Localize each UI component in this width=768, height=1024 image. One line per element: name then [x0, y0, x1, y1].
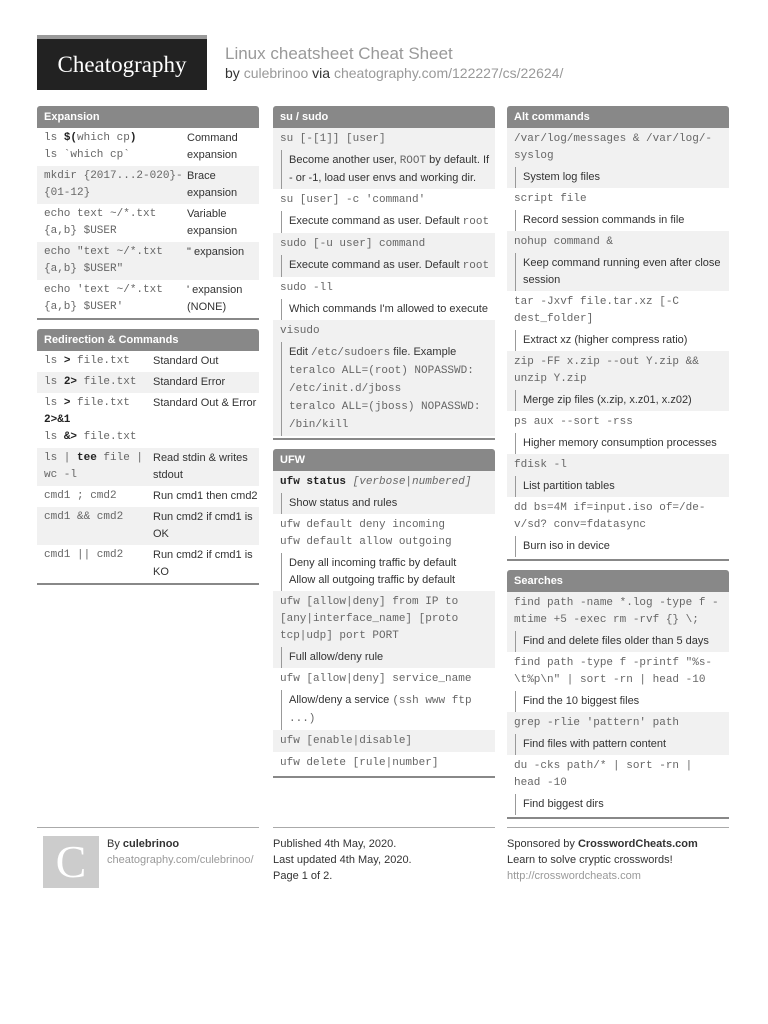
description-cell: Run cmd1 then cmd2 [153, 490, 258, 502]
description: Find files with pattern content [515, 734, 727, 755]
description [281, 255, 493, 277]
updated-date: Last updated 4th May, 2020. [273, 854, 412, 866]
command: tar -Jxvf file.tar.xz [-C dest_folder] [514, 296, 680, 325]
list-item [507, 755, 729, 815]
command-cell: cmd1 ; cmd2 [44, 490, 117, 502]
description: Which commands I'm allowed to execute [281, 299, 493, 320]
command-cell [37, 130, 187, 164]
code: root [462, 216, 490, 228]
by-label: By [107, 838, 123, 850]
command-cell: mkdir {2017...2-020}-{01-12} [44, 170, 183, 199]
code: file.txt [77, 376, 137, 388]
command-cell [37, 395, 153, 446]
description [281, 553, 493, 591]
command: script file [514, 193, 587, 205]
code-keyword: $( [63, 132, 78, 144]
description: Merge zip files (x.zip, x.z01, x.z02) [515, 390, 727, 411]
command: ufw [allow|deny] service_name [280, 673, 472, 685]
command-cell: echo 'text ~/*.txt {a,b} $USER' [44, 284, 163, 313]
redirection-header: Redirection & Commands [37, 329, 259, 351]
sponsor-url-link[interactable]: http://crosswordcheats.com [507, 870, 641, 882]
code: ls [44, 355, 64, 367]
command [273, 514, 495, 553]
code-keyword: 2> [63, 376, 78, 388]
code: ufw default deny incoming [280, 519, 446, 531]
description: Burn iso in device [515, 536, 727, 557]
code: teralco ALL=(jboss) NOPASSWD: /bin/kill [289, 401, 481, 431]
description [281, 342, 493, 436]
byline-via: via [308, 65, 334, 81]
list-item [507, 291, 729, 351]
list-item [507, 592, 729, 652]
footer-author [37, 827, 259, 892]
table-row [37, 166, 259, 204]
list-item [507, 497, 729, 557]
code-keyword: &> [63, 431, 78, 443]
list-item [273, 730, 495, 752]
command: visudo [280, 325, 320, 337]
alt-header: Alt commands [507, 106, 729, 128]
code-option: [verbose|numbered] [352, 476, 472, 488]
command: ufw [allow|deny] from IP to [any|interface_name] [proto tcp|udp] port PORT [280, 596, 459, 642]
description: List partition tables [515, 476, 727, 497]
command: nohup command & [514, 236, 614, 248]
description-cell: Command expansion [187, 132, 238, 161]
description-cell: Run cmd2 if cmd1 is KO [153, 549, 253, 578]
list-item [273, 514, 495, 591]
list-item [273, 471, 495, 514]
searches-section [507, 570, 729, 819]
description: Find biggest dirs [515, 794, 727, 815]
description-cell: Variable expansion [187, 208, 238, 237]
command: ufw [enable|disable] [280, 735, 413, 747]
description: Extract xz (higher compress ratio) [515, 330, 727, 351]
code: root [462, 260, 490, 272]
command: sudo [-u user] command [280, 238, 426, 250]
code-keyword: ) [129, 132, 137, 144]
sponsor-prefix: Sponsored by [507, 838, 578, 850]
footer-sponsor [507, 827, 729, 884]
description: Record session commands in file [515, 210, 727, 231]
column-3 [507, 106, 729, 828]
footer-dates [273, 827, 495, 884]
sponsor-link[interactable]: CrosswordCheats.com [577, 838, 698, 850]
code-keyword: > [63, 397, 71, 409]
code: file.txt [77, 431, 137, 443]
text: Allow/deny a service [289, 694, 393, 706]
description-cell: ' expansion (NONE) [187, 284, 243, 313]
list-item [273, 128, 495, 189]
cheatography-logo[interactable]: Cheatography [37, 35, 207, 90]
code: (ssh www ftp ...) [289, 695, 472, 725]
command-cell: cmd1 || cmd2 [44, 549, 124, 561]
code: which cp [77, 132, 130, 144]
column-1 [37, 106, 259, 594]
avatar[interactable]: C [43, 836, 99, 888]
sudo-header: su / sudo [273, 106, 495, 128]
code: ls [44, 397, 64, 409]
list-item [507, 128, 729, 188]
description-cell: Standard Out [153, 355, 219, 367]
text: Become another user, [289, 154, 400, 166]
byline [225, 65, 563, 81]
list-item [507, 188, 729, 231]
page-title: Linux cheatsheet Cheat Sheet [225, 44, 453, 63]
table-row [37, 372, 259, 393]
author-info [107, 836, 254, 868]
code-keyword: 2>&1 [44, 414, 71, 426]
author-name[interactable]: culebrinoo [122, 838, 180, 850]
list-item [507, 231, 729, 291]
byline-by: by [225, 65, 244, 81]
code: teralco ALL=(root) NOPASSWD: /etc/init.d/jboss [289, 365, 474, 395]
command-cell: echo text ~/*.txt {a,b} $USER [44, 208, 157, 237]
list-item [273, 591, 495, 668]
author-link[interactable]: culebrinoo [243, 65, 309, 81]
column-2 [273, 106, 495, 787]
description-cell: " expansion [187, 246, 245, 258]
table-row [37, 393, 259, 448]
description-cell: Run cmd2 if cmd1 is OK [153, 511, 253, 540]
description: Find the 10 biggest files [515, 691, 727, 712]
code: ls [44, 376, 64, 388]
description [281, 690, 493, 730]
table-row [37, 486, 259, 507]
code: ls [44, 132, 64, 144]
text: Deny all incoming traffic by default [289, 557, 457, 569]
ufw-section [273, 449, 495, 778]
description: Keep command running even after close session [515, 253, 727, 291]
table-row [37, 280, 259, 318]
table-row [37, 242, 259, 280]
table-row [37, 351, 259, 372]
command: sudo -ll [280, 282, 333, 294]
list-item [507, 411, 729, 454]
description: Higher memory consumption processes [515, 433, 727, 454]
command: grep -rlie 'pattern' path [514, 717, 680, 729]
table-row [37, 128, 259, 166]
list-item [507, 652, 729, 712]
list-item [273, 320, 495, 436]
description-cell: Standard Error [153, 376, 226, 388]
description: System log files [515, 167, 727, 188]
code: ROOT [399, 155, 427, 167]
command: su [-[1]] [user] [280, 133, 386, 145]
searches-header: Searches [507, 570, 729, 592]
code: file.txt [70, 397, 130, 409]
command: /var/log/messages & /var/log/-syslog [514, 133, 713, 162]
description: Show status and rules [281, 493, 493, 514]
command-cell [37, 450, 153, 484]
list-item [273, 668, 495, 730]
command [273, 471, 495, 493]
sponsor-line [507, 836, 729, 852]
description-cell: Standard Out & Error [153, 397, 257, 409]
sudo-section [273, 106, 495, 440]
author-url-link[interactable]: cheatography.com/culebrinoo/ [107, 854, 254, 866]
table-row [37, 507, 259, 545]
description: Find and delete files older than 5 days [515, 631, 727, 652]
table-row [37, 545, 259, 583]
text: Allow all outgoing traffic by default [289, 574, 456, 586]
searches-list [507, 592, 729, 819]
code: ls `which cp` [44, 149, 130, 161]
ufw-list [273, 471, 495, 778]
sudo-list [273, 128, 495, 440]
redirection-section [37, 329, 259, 585]
command-cell [37, 353, 153, 370]
description-cell: Brace expansion [187, 170, 238, 199]
description [281, 211, 493, 233]
command: zip -FF x.zip --out Y.zip && unzip Y.zip [514, 356, 699, 385]
code-keyword: tee [77, 452, 97, 464]
list-item [507, 351, 729, 411]
command: du -cks path/* | sort -rn | head -10 [514, 760, 693, 789]
table-row [37, 448, 259, 486]
list-item [273, 189, 495, 233]
command-cell: cmd1 && cmd2 [44, 511, 124, 523]
published-date: Published 4th May, 2020. [273, 838, 397, 850]
list-item [273, 752, 495, 774]
command-cell: echo "text ~/*.txt {a,b} $USER" [44, 246, 163, 275]
text: Execute command as user. Default [289, 215, 463, 227]
code-keyword: > [63, 355, 71, 367]
text: by default. If - or -1, load user envs and working dir. [289, 154, 490, 184]
code: file.txt [70, 355, 130, 367]
table-row [37, 204, 259, 242]
sheet-url-link[interactable]: cheatography.com/122227/cs/22624/ [333, 65, 564, 81]
description [281, 150, 493, 189]
alt-list [507, 128, 729, 561]
code: file | wc -l [44, 452, 144, 481]
text: Execute command as user. Default [289, 259, 463, 271]
ufw-header: UFW [273, 449, 495, 471]
code: /etc/sudoers [311, 347, 391, 359]
code: ufw default allow outgoing [280, 536, 452, 548]
command-cell [37, 374, 153, 391]
command: dd bs=4M if=input.iso of=/de-v/sd? conv=fdatasync [514, 502, 706, 531]
text: file. Example [390, 346, 457, 358]
command: find path -type f -printf "%s-\t%p\n" | sort -rn | head -10 [514, 657, 713, 686]
code: ls | [44, 452, 78, 464]
list-item [273, 277, 495, 320]
command: su [user] -c 'command' [280, 194, 426, 206]
command: ufw delete [rule|number] [280, 757, 439, 769]
list-item [507, 712, 729, 755]
redirection-table [37, 351, 259, 585]
description: Full allow/deny rule [281, 647, 493, 668]
sponsor-tagline: Learn to solve cryptic crosswords! [507, 854, 673, 866]
code-keyword: ufw status [280, 476, 347, 488]
command: fdisk -l [514, 459, 567, 471]
expansion-table [37, 128, 259, 320]
description-cell: Read stdin & writes stdout [153, 452, 248, 481]
list-item [273, 233, 495, 277]
code: ls [44, 431, 64, 443]
command: find path -name *.log -type f -mtime +5 -exec rm -rvf {} \; [514, 597, 719, 626]
expansion-section [37, 106, 259, 320]
expansion-header: Expansion [37, 106, 259, 128]
text: Edit [289, 346, 312, 358]
alt-section [507, 106, 729, 561]
list-item [507, 454, 729, 497]
page-number: Page 1 of 2. [273, 870, 333, 882]
command: ps aux --sort -rss [514, 416, 633, 428]
